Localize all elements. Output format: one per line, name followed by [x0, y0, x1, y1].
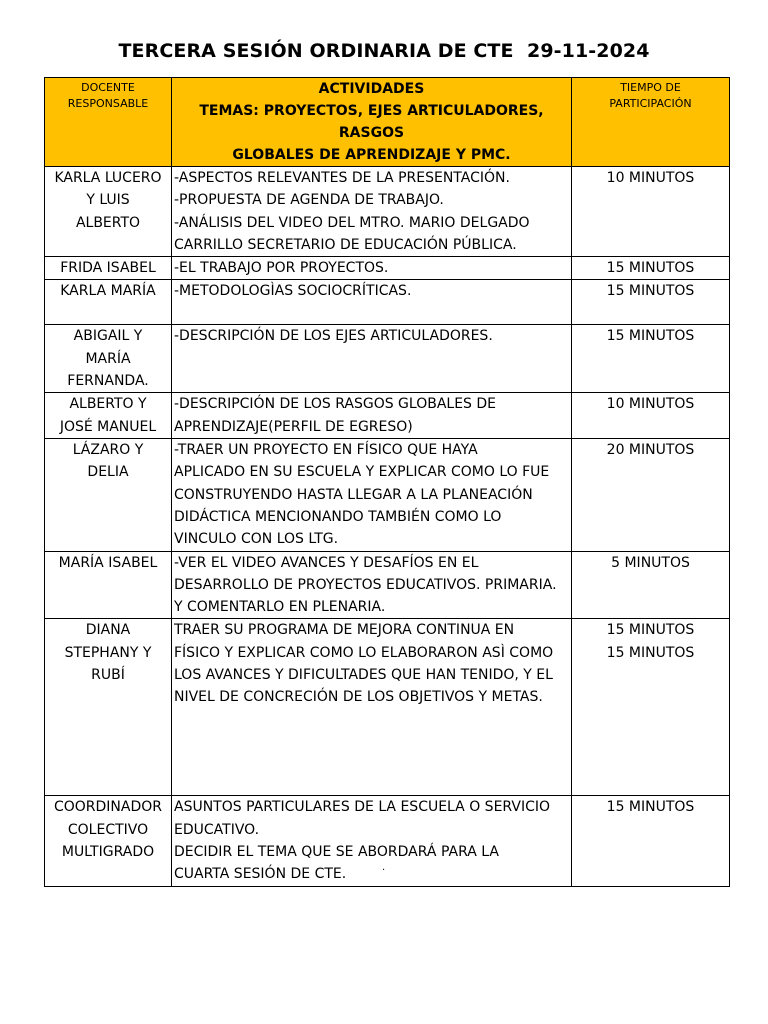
time-line: 15 MINUTOS — [606, 328, 695, 345]
teacher-line: MARÍA — [85, 350, 131, 367]
header-activities-line: TEMAS: PROYECTOS, EJES ARTICULADORES, RASGOS — [199, 103, 544, 141]
time-line: 15 MINUTOS — [606, 799, 695, 816]
time-line: 15 MINUTOS — [606, 260, 695, 277]
activity-line: -METODOLOGÌAS SOCIOCRÍTICAS. — [174, 283, 412, 300]
teacher-line: ABIGAIL Y — [73, 328, 143, 345]
time-line: 20 MINUTOS — [606, 442, 695, 459]
teacher-line: KARLA MARÍA — [60, 283, 156, 300]
activity-line: CONSTRUYENDO HASTA LLEGAR A LA PLANEACIÓN — [174, 486, 533, 503]
time-cell — [572, 796, 730, 886]
activity-line: -EL TRABAJO POR PROYECTOS. — [174, 260, 389, 277]
table-row — [45, 439, 730, 551]
teacher-cell — [45, 325, 172, 393]
teacher-cell — [45, 257, 172, 280]
schedule-table — [44, 77, 730, 887]
header-activities-line: GLOBALES DE APRENDIZAJE Y PMC. — [232, 147, 511, 163]
table-row — [45, 619, 730, 796]
activity-line: DECIDIR EL TEMA QUE SE ABORDARÁ PARA LA — [174, 844, 499, 861]
activity-line: APRENDIZAJE(PERFIL DE EGRESO) — [174, 418, 413, 435]
header-time-line: TIEMPO DE — [620, 81, 681, 94]
header-activities — [172, 78, 572, 167]
table-row — [45, 167, 730, 257]
activity-line: EDUCATIVO. — [174, 821, 260, 838]
teacher-line: DIANA — [85, 622, 131, 639]
teacher-line: KARLA LUCERO — [54, 170, 162, 186]
time-cell — [572, 325, 730, 393]
teacher-line: JOSÉ MANUEL — [59, 418, 157, 435]
header-row — [45, 78, 730, 167]
header-activities-line: ACTIVIDADES — [318, 81, 425, 97]
time-cell — [572, 551, 730, 619]
teacher-line: Y LUIS — [86, 192, 130, 209]
activity-cell — [172, 257, 572, 280]
time-line: 15 MINUTOS — [606, 622, 695, 639]
header-teacher — [45, 78, 172, 167]
activity-line: VINCULO CON LOS LTG. — [174, 531, 339, 548]
table-header — [45, 78, 730, 167]
activity-cell — [172, 619, 572, 796]
activity-line: ASUNTOS PARTICULARES DE LA ESCUELA O SERVICIO — [174, 799, 551, 816]
time-cell — [572, 619, 730, 796]
table-row — [45, 325, 730, 393]
time-cell — [572, 167, 730, 257]
teacher-line: ALBERTO Y — [69, 396, 147, 413]
time-line: 10 MINUTOS — [606, 170, 695, 186]
header-teacher-line: RESPONSABLE — [67, 97, 149, 110]
activity-line: -VER EL VIDEO AVANCES Y DESAFÍOS EN EL — [174, 554, 479, 571]
activity-line: DIDÁCTICA MENCIONANDO TAMBIÉN COMO LO — [174, 508, 502, 525]
activity-line: -ANÁLISIS DEL VIDEO DEL MTRO. MARIO DELGADO — [174, 214, 530, 231]
activity-cell — [172, 167, 572, 257]
activity-cell — [172, 796, 572, 886]
table-row — [45, 796, 730, 886]
teacher-line: STEPHANY Y — [64, 644, 152, 661]
header-time — [572, 78, 730, 167]
activity-line: APLICADO EN SU ESCUELA Y EXPLICAR COMO LO FUE — [174, 464, 550, 481]
table-row — [45, 257, 730, 280]
activity-line: -DESCRIPCIÓN DE LOS EJES ARTICULADORES. — [174, 328, 493, 345]
time-cell — [572, 439, 730, 551]
teacher-cell — [45, 393, 172, 439]
teacher-line: COORDINADOR — [53, 799, 163, 816]
activity-line: DESARROLLO DE PROYECTOS EDUCATIVOS. PRIMARIA. — [174, 576, 557, 593]
activity-cell — [172, 439, 572, 551]
activity-line: -TRAER UN PROYECTO EN FÍSICO QUE HAYA — [174, 442, 478, 459]
teacher-line: FRIDA ISABEL — [60, 260, 156, 277]
footer-mark: . — [382, 862, 386, 873]
time-line: 15 MINUTOS — [606, 644, 695, 661]
table-row — [45, 551, 730, 619]
activity-line: LOS AVANCES Y DIFICULTADES QUE HAN TENIDO, Y EL — [174, 667, 553, 684]
teacher-line: LÁZARO Y — [72, 442, 144, 459]
teacher-line: DELIA — [87, 464, 129, 481]
header-time-line: PARTICIPACIÓN — [609, 97, 692, 110]
activity-line: FÍSICO Y EXPLICAR COMO LO ELABORARON ASÌ COMO — [174, 644, 554, 661]
time-cell — [572, 280, 730, 325]
time-line: 10 MINUTOS — [606, 396, 695, 413]
activity-line: -PROPUESTA DE AGENDA DE TRABAJO. — [174, 192, 444, 209]
teacher-cell — [45, 619, 172, 796]
activity-line: TRAER SU PROGRAMA DE MEJORA CONTINUA EN — [174, 622, 515, 639]
teacher-cell — [45, 796, 172, 886]
teacher-cell — [45, 439, 172, 551]
teacher-line: FERNANDA. — [67, 373, 149, 390]
teacher-line: RUBÍ — [91, 667, 125, 684]
table-body — [45, 167, 730, 887]
teacher-cell — [45, 551, 172, 619]
activity-line: -ASPECTOS RELEVANTES DE LA PRESENTACIÓN. — [174, 170, 510, 186]
activity-line: NIVEL DE CONCRECIÓN DE LOS OBJETIVOS Y METAS. — [174, 689, 543, 706]
teacher-cell — [45, 280, 172, 325]
activity-cell — [172, 280, 572, 325]
teacher-line: MULTIGRADO — [61, 844, 155, 861]
activity-line: -DESCRIPCIÓN DE LOS RASGOS GLOBALES DE — [174, 396, 497, 413]
teacher-line: MARÍA ISABEL — [58, 554, 158, 571]
activity-line: Y COMENTARLO EN PLENARIA. — [174, 599, 386, 616]
activity-line: CUARTA SESIÓN DE CTE. — [174, 866, 347, 883]
activity-cell — [172, 393, 572, 439]
header-teacher-line: DOCENTE — [81, 81, 135, 94]
activity-cell — [172, 325, 572, 393]
time-cell — [572, 393, 730, 439]
teacher-line: ALBERTO — [75, 214, 141, 231]
page-title: TERCERA SESIÓN ORDINARIA DE CTE 29-11-2024 — [118, 40, 650, 62]
time-cell — [572, 257, 730, 280]
teacher-line: COLECTIVO — [67, 821, 149, 838]
time-line: 15 MINUTOS — [606, 283, 695, 300]
activity-line: CARRILLO SECRETARIO DE EDUCACIÓN PÚBLICA. — [174, 236, 517, 253]
time-line: 5 MINUTOS — [611, 554, 690, 571]
teacher-cell — [45, 167, 172, 257]
activity-cell — [172, 551, 572, 619]
table-row — [45, 393, 730, 439]
table-row — [45, 280, 730, 325]
